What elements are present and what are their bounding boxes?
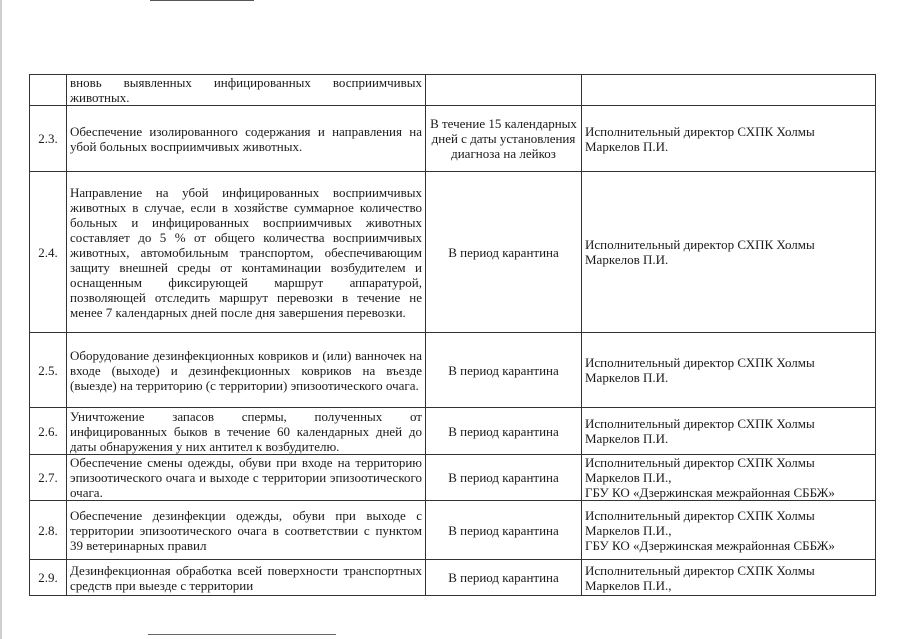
row-number: 2.6. bbox=[30, 408, 67, 455]
responsible-line: ГБУ КО «Дзержинская межрайонная СББЖ» bbox=[585, 537, 835, 553]
row-responsible bbox=[582, 455, 876, 501]
row-number: 2.7. bbox=[30, 455, 67, 501]
responsible-line: Маркелов П.И., bbox=[585, 470, 672, 485]
responsible-line: Исполнительный директор СХПК Холмы bbox=[585, 237, 815, 252]
responsible-line: Исполнительный директор СХПК Холмы bbox=[585, 355, 815, 370]
row-term: В течение 15 календарных дней с даты установления диагноза на лейкоз bbox=[426, 106, 582, 172]
row-responsible bbox=[582, 75, 876, 106]
row-term: В период карантина bbox=[426, 333, 582, 408]
responsible-line: Маркелов П.И. bbox=[585, 252, 669, 267]
responsible-line: Маркелов П.И., bbox=[585, 577, 672, 593]
row-number: 2.9. bbox=[30, 560, 67, 596]
table-row bbox=[30, 560, 876, 596]
responsible-line: Маркелов П.И. bbox=[585, 431, 669, 446]
row-term: В период карантина bbox=[426, 501, 582, 560]
row-action: Уничтожение запасов спермы, полученных от инфицированных быков в течение 60 календарных дней до даты обнаружения у них антител к возбудителю. bbox=[67, 408, 426, 455]
row-number bbox=[30, 75, 67, 106]
table-body bbox=[30, 75, 876, 596]
row-action: Оборудование дезинфекционных ковриков и (или) ванночек на входе (выходе) и дезинфекционных ковриков на въезде (выезде) на территорию (с территории) эпизоотического очага. bbox=[67, 333, 426, 408]
responsible-line: Исполнительный директор СХПК Холмы bbox=[585, 562, 815, 578]
row-responsible bbox=[582, 408, 876, 455]
responsible-line: Исполнительный директор СХПК Холмы bbox=[585, 416, 815, 431]
table-row bbox=[30, 455, 876, 501]
header-rule bbox=[150, 0, 254, 1]
responsible-line: Маркелов П.И., bbox=[585, 522, 672, 538]
row-responsible bbox=[582, 172, 876, 333]
row-responsible bbox=[582, 501, 876, 560]
row-action: Обеспечение изолированного содержания и направления на убой больных восприимчивых животных. bbox=[67, 106, 426, 172]
responsible-line: ГБУ КО «Дзержинская межрайонная СББЖ» bbox=[585, 485, 835, 500]
table-row bbox=[30, 172, 876, 333]
row-term: В период карантина bbox=[426, 560, 582, 596]
responsible-line: Исполнительный директор СХПК Холмы bbox=[585, 123, 815, 139]
table-row bbox=[30, 106, 876, 172]
table-row bbox=[30, 75, 876, 106]
row-number: 2.4. bbox=[30, 172, 67, 333]
row-responsible bbox=[582, 333, 876, 408]
row-term bbox=[426, 75, 582, 106]
row-number: 2.5. bbox=[30, 333, 67, 408]
row-action: Дезинфекционная обработка всей поверхности транспортных средств при выезде с территории bbox=[67, 560, 426, 596]
responsible-line: Маркелов П.И. bbox=[585, 370, 669, 385]
row-number: 2.3. bbox=[30, 106, 67, 172]
measures-table bbox=[29, 74, 876, 596]
table-row bbox=[30, 333, 876, 408]
page-edge bbox=[0, 0, 2, 639]
responsible-line: Маркелов П.И. bbox=[585, 138, 669, 154]
row-term: В период карантина bbox=[426, 455, 582, 501]
responsible-line: Исполнительный директор СХПК Холмы bbox=[585, 507, 815, 523]
row-action: Направление на убой инфицированных восприимчивых животных в случае, если в хозяйстве суммарное количество больных и инфицированных восприимчивых животных составляет до 5 % от общего количества восприимчивых животных, автомобильным транспортом, обеспечивающим защиту внешней среды от контаминации возбудителем и оснащенным фиксирующей маршрут аппаратурой, позволяющей отследить маршрут перевозки в течение не менее 7 календарных дней после дня завершения перевозки. bbox=[67, 172, 426, 333]
row-action: вновь выявленных инфицированных восприимчивых животных. bbox=[67, 75, 426, 106]
row-action: Обеспечение смены одежды, обуви при входе на территорию эпизоотического очага и выходе с территории эпизоотического очага. bbox=[67, 455, 426, 501]
row-responsible bbox=[582, 560, 876, 596]
table-row bbox=[30, 408, 876, 455]
table-row bbox=[30, 501, 876, 560]
row-term: В период карантина bbox=[426, 172, 582, 333]
row-action: Обеспечение дезинфекции одежды, обуви при выходе с территории эпизоотического очага в соответствии с пунктом 39 ветеринарных правил bbox=[67, 501, 426, 560]
row-number: 2.8. bbox=[30, 501, 67, 560]
responsible-line: Исполнительный директор СХПК Холмы bbox=[585, 455, 815, 470]
footer-rule bbox=[148, 634, 336, 635]
row-responsible bbox=[582, 106, 876, 172]
row-term: В период карантина bbox=[426, 408, 582, 455]
